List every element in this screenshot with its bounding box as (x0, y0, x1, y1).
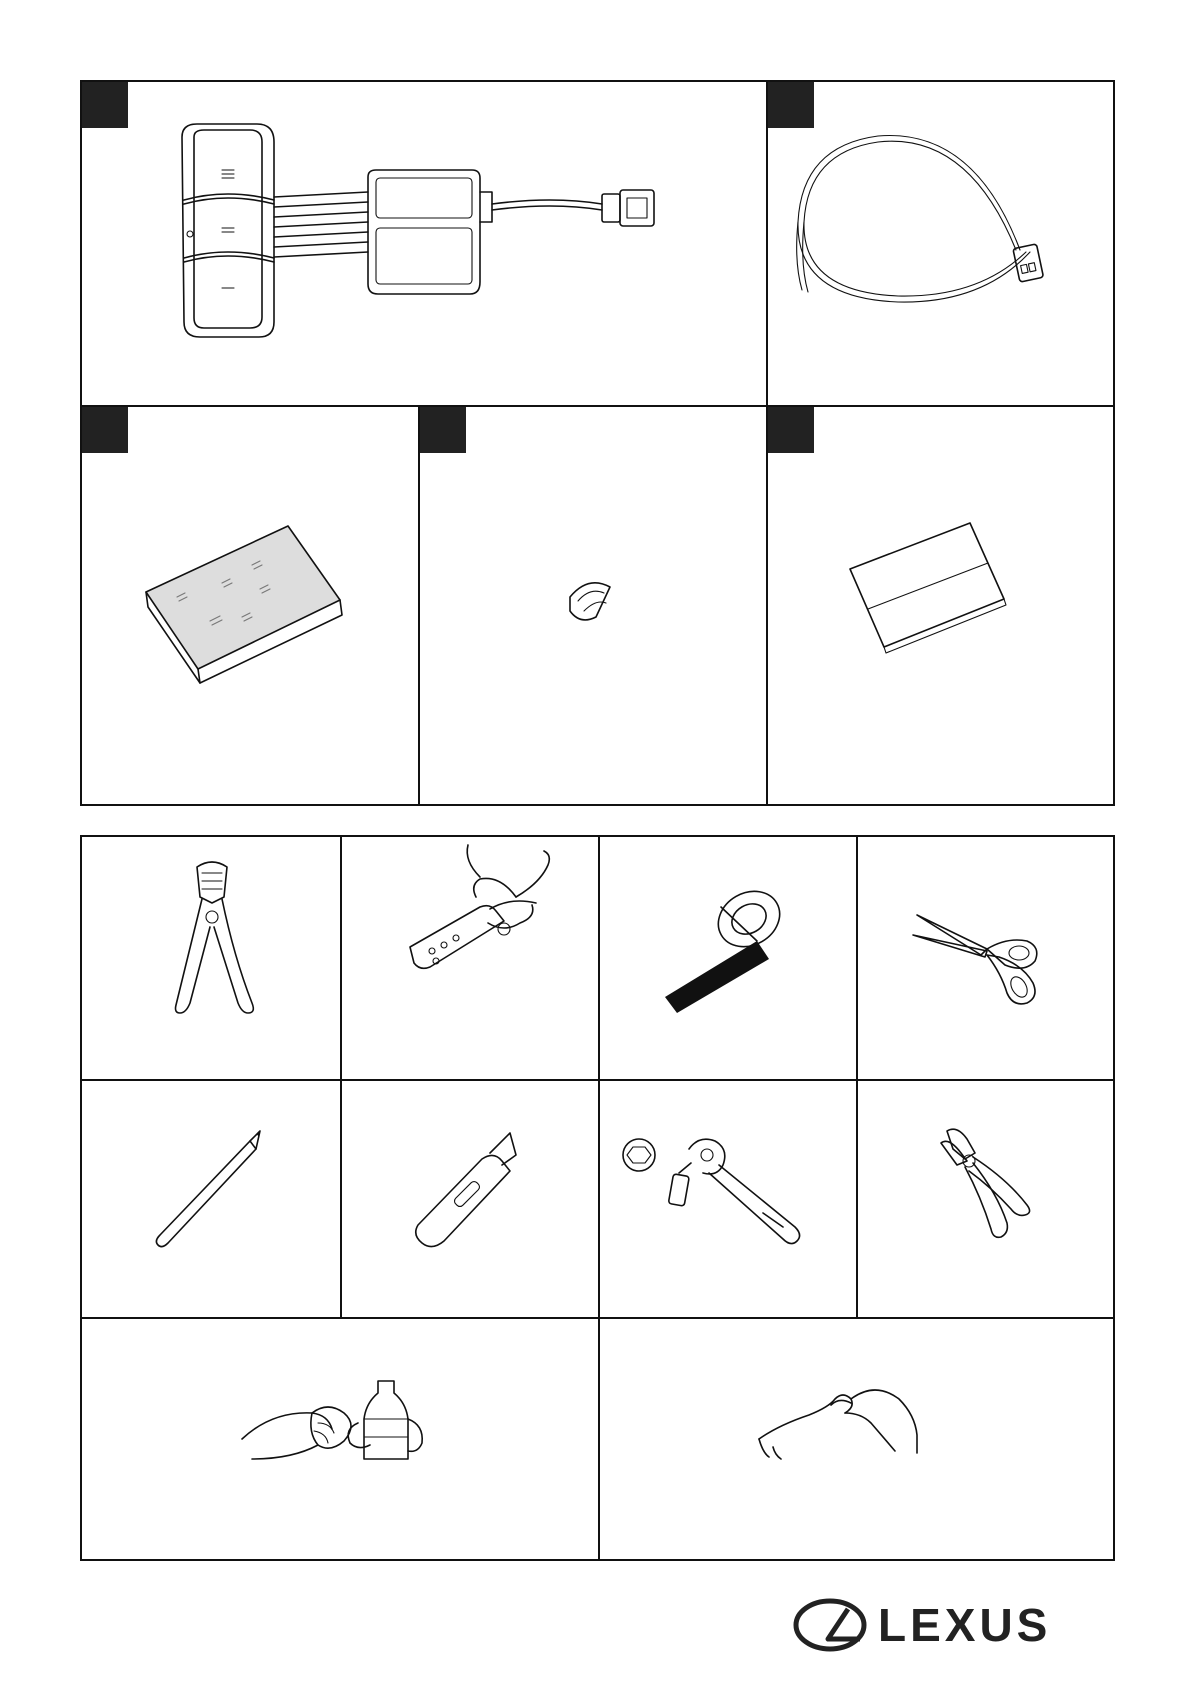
double-sided-tape-pad-icon (82, 407, 418, 804)
hand-press-icon (599, 1319, 1115, 1561)
diagonal-cutter-icon (857, 1079, 1115, 1321)
part-c-cell (82, 407, 418, 804)
switch-module-icon (82, 82, 766, 405)
instruction-card-icon (768, 407, 1113, 804)
clip-icon (420, 407, 766, 804)
part-e-cell (768, 407, 1113, 804)
part-d-cell (420, 407, 766, 804)
cleaning-cloth-and-cleaner-icon (82, 1319, 598, 1561)
lexus-wordmark: LEXUS (878, 1599, 1052, 1651)
wire-stripper-icon (82, 837, 340, 1079)
crimping-tool-icon (340, 837, 598, 1079)
parts-panel (80, 80, 1115, 806)
tools-panel (80, 835, 1115, 1561)
pencil-icon (82, 1079, 340, 1321)
utility-knife-icon (340, 1079, 598, 1321)
part-a-cell (82, 82, 766, 405)
part-b-cell (768, 82, 1113, 405)
electrical-tape-icon (599, 837, 857, 1079)
wire-harness-icon (768, 82, 1113, 405)
socket-wrench-icon (599, 1079, 857, 1321)
scissors-icon (857, 837, 1115, 1079)
